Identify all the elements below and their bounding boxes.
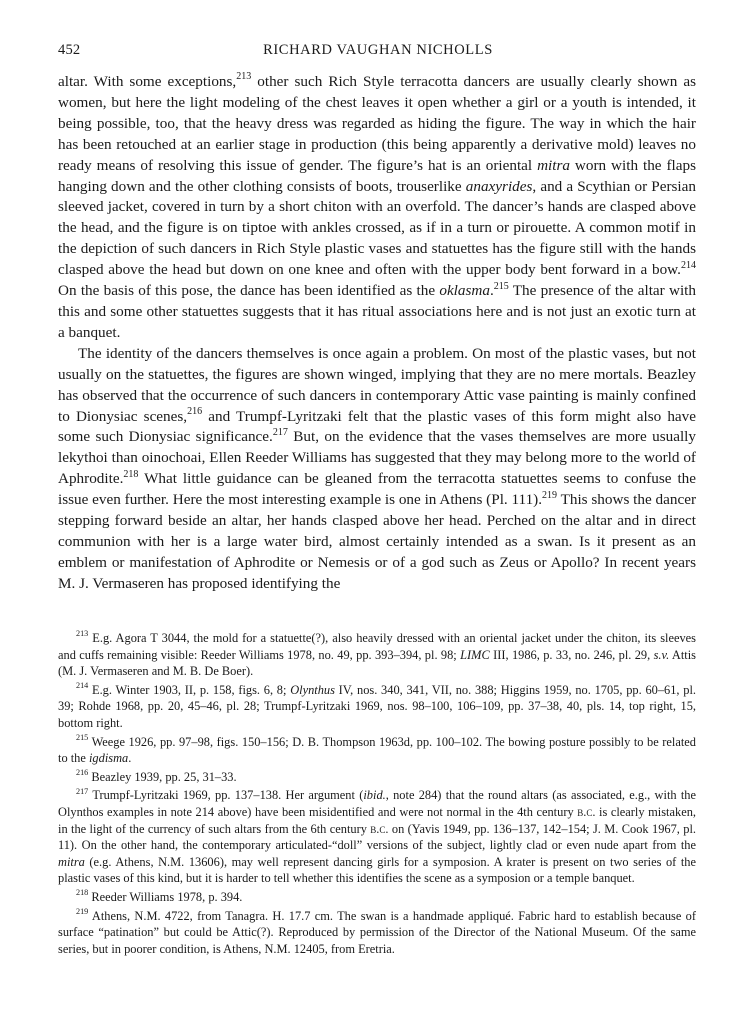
note-ref-217: 217 bbox=[76, 786, 89, 796]
note-ref-218: 218 bbox=[123, 468, 139, 480]
footnote-219: $^{219}$ Athens, N.M. 4722, from Tanagra. H. 17.7 cm. The swan is a handmade appliqué. Fabric hard to establish because of surface “patination” but could be Attic(?). Reproduced by permission of the Director of the National Museum. Of the same series, but in poorer condition, is Athens, N.M. 12405, from Eretria. bbox=[58, 906, 696, 956]
note-ref-216: 216 bbox=[76, 768, 89, 778]
footnote-216: $^{216}$ Beazley 1939, pp. 25, 31–33. bbox=[76, 768, 237, 784]
note-ref-219: 219 bbox=[542, 489, 558, 501]
page-header bbox=[58, 42, 698, 62]
body-text bbox=[58, 72, 696, 595]
footnote-213: $^{213}$ E.g. Agora T 3044, the mold for a statuette(?), also heavily dressed with an oriental jacket under the chiton, its sleeves and cuffs remaining visible: Reeder Williams 1978, no. 49, pp. 393–394, pl. 98; LIMC III, 1986, p. 33, no. 246, pl. 29, s.v. Attis (M. J. Vermaseren and M. B. De Boer). bbox=[58, 629, 696, 679]
note-ref-219: 219 bbox=[76, 906, 89, 916]
note-ref-214: 214 bbox=[76, 681, 89, 691]
running-head: RICHARD VAUGHAN NICHOLLS bbox=[263, 42, 493, 58]
note-ref-215: 215 bbox=[493, 280, 509, 292]
note-ref-215: 215 bbox=[76, 733, 89, 743]
note-ref-218: 218 bbox=[76, 888, 89, 898]
note-ref-213: 213 bbox=[236, 71, 252, 83]
page-number: 452 bbox=[58, 42, 81, 58]
body-paragraph-2: The identity of the dancers themselves is once again a problem. On most of the plastic vases, but not usually on the statuettes, the figures are shown winged, implying that they are no mere mortals. Beazley has observed that the occurrence of such dancers in contemporary Attic vase painting is mainly confined to Dionysiac scenes,$^{216}$ and Trumpf-Lyritzaki felt that the plastic vases of this form might also have some such Dionysiac significance.$^{217}$ But, on the evidence that the vases themselves are more usually lekythoi than oinochoai, Ellen Reeder Williams has suggested that they may belong more to the world of Aphrodite.$^{218}$ What little guidance can be gleaned from the terracotta statuettes seems to confuse the issue even further. Here the most interesting example is one in Athens (Pl. 111).$^{219}$ This shows the dancer stepping forward beside an altar, her hands clasped above her head. Perched on the altar and in direct communion with her is a large water bird, almost certainly intended as a swan. Is it present as an emblem or manifestation of Aphrodite or Nemesis or of a god such as Zeus or Apollo? In recent years M. J. Vermaseren has proposed identifying the bbox=[58, 344, 697, 592]
footnote-214: $^{214}$ E.g. Winter 1903, II, p. 158, figs. 6, 8; Olynthus IV, nos. 340, 341, VII, no. 388; Higgins 1959, no. 1705, pp. 60–61, pl. 39; Rohde 1968, pp. 20, 45–46, pl. 28; Trumpf-Lyritzaki 1969, nos. 98–100, 106–109, pp. 37–38, 40, pls. 14, top right, 15, bottom right. bbox=[58, 681, 697, 730]
note-ref-213: 213 bbox=[76, 629, 89, 639]
body-paragraph-1: altar. With some exceptions,$^{213}$ other such Rich Style terracotta dancers are usually clearly shown as women, but here the light modeling of the chest leaves it open whether a girl or a youth is intended, it being possible, too, that the heavy dress was regarded as hiding the figure. The way in which the hair has been retouched at an earlier stage in production (this being apparently a derivative mold) leaves no ready means of resolving this issue of gender. The figure’s hat is an oriental mitra worn with the flaps hanging down and the other clothing consists of boots, trouserlike anaxyrides, and a Scythian or Persian sleeved jacket, covered in turn by a short chiton with an overfold. The dancer’s hands are clasped above the head, and the figure is on tiptoe with ankles crossed, as if in a turn or pirouette. A common motif in the depiction of such dancers in Rich Style plastic vases and statuettes has the figure still with the hands clasped above the head but down on one knee and often with the upper body bent forward in a bow.$^{214}$ On the basis of this pose, the dance has been identified as the oklasma.$^{215}$ The presence of the altar with this and some other statuettes suggests that it has ritual associations here and is not just an exotic turn at a banquet. bbox=[58, 71, 696, 341]
note-ref-214: 214 bbox=[680, 259, 696, 271]
footnotes bbox=[58, 630, 696, 959]
footnote-217: $^{217}$ Trumpf-Lyritzaki 1969, pp. 137–138. Her argument (ibid., note 284) that the round altars (as associated, e.g., with the Olynthos examples in note 214 above) have been misidentified and were not normal in the 4th century b.c. is clearly mistaken, in the light of the currency of such altars from the 6th century b.c. on (Yavis 1949, pp. 136–137, 142–154; J. M. Cook 1967, pl. 11). On the other hand, the contemporary articulated-“doll” versions of the subject, lightly clad or even nude apart from the mitra (e.g. Athens, N.M. 13606), may well represent dancing girls for a symposion. A krater is present on two series of the plastic vases of this kind, but it is harder to tell whether this identifies the scene as a symposion or a temple banquet. bbox=[58, 786, 697, 886]
note-ref-217: 217 bbox=[272, 426, 288, 438]
footnote-215: $^{215}$ Weege 1926, pp. 97–98, figs. 150–156; D. B. Thompson 1963d, pp. 100–102. The bowing posture possibly to be related to the igdisma. bbox=[58, 733, 696, 766]
note-ref-216: 216 bbox=[187, 405, 203, 417]
footnote-218: $^{218}$ Reeder Williams 1978, p. 394. bbox=[76, 888, 243, 904]
